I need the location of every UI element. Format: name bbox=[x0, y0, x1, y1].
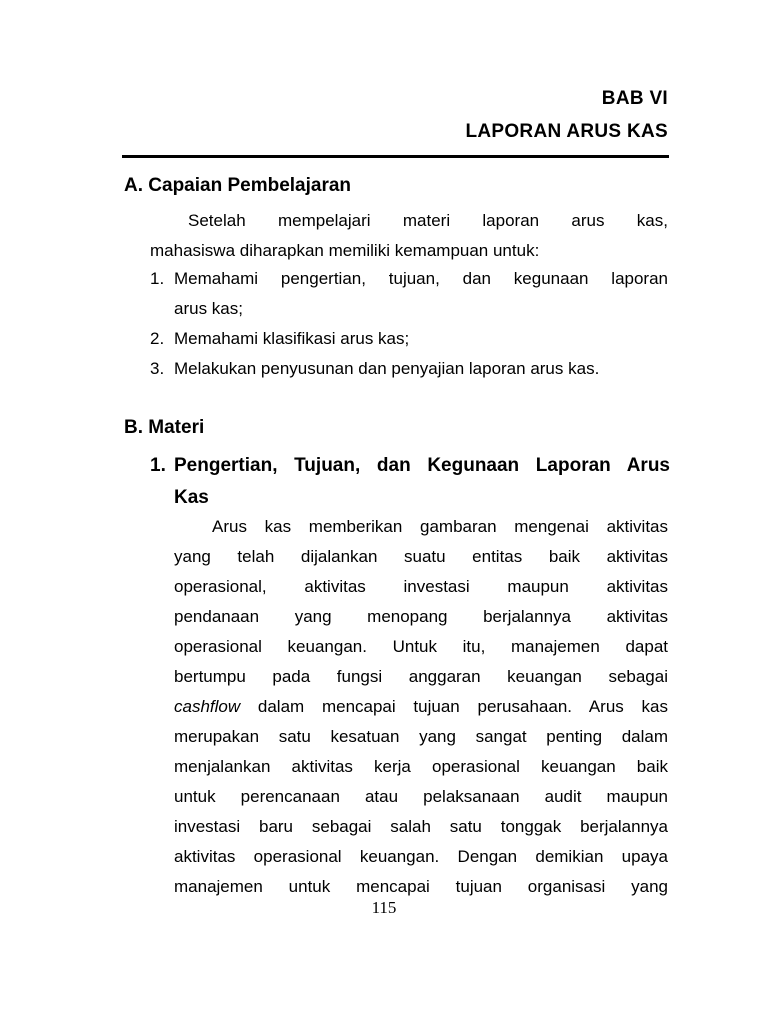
page-number: 115 bbox=[371, 898, 397, 917]
objective-item bbox=[150, 264, 668, 324]
subsection-title-line: Pengertian, Tujuan, dan Kegunaan Laporan Arus bbox=[174, 455, 670, 476]
body-line: yang telah dijalankan suatu entitas baik aktivitas bbox=[174, 547, 668, 566]
objective-text: Memahami klasifikasi arus kas; bbox=[174, 329, 410, 348]
objective-text: Melakukan penyusunan dan penyajian laporan arus kas. bbox=[174, 359, 600, 378]
subsection-heading bbox=[150, 450, 670, 514]
section-b-heading: B. Materi bbox=[124, 417, 205, 438]
title-divider bbox=[122, 155, 669, 158]
objective-number: 1. bbox=[150, 269, 165, 288]
chapter-title: LAPORAN ARUS KAS bbox=[465, 121, 668, 142]
objective-number: 3. bbox=[150, 359, 165, 378]
body-line: aktivitas operasional keuangan. Dengan demikian upaya bbox=[174, 847, 668, 866]
body-line: operasional, aktivitas investasi maupun aktivitas bbox=[174, 577, 668, 596]
body-line: menjalankan aktivitas kerja operasional keuangan baik bbox=[174, 757, 668, 776]
objective-item bbox=[150, 324, 668, 354]
body-line: pendanaan yang menopang berjalannya aktivitas bbox=[174, 607, 668, 626]
objective-number: 2. bbox=[150, 329, 165, 348]
body-paragraph bbox=[174, 512, 668, 902]
section-a-heading: A. Capaian Pembelajaran bbox=[124, 175, 352, 196]
objective-text: Memahami pengertian, tujuan, dan kegunaan laporan bbox=[174, 269, 668, 288]
body-line: bertumpu pada fungsi anggaran keuangan sebagai bbox=[174, 667, 668, 686]
objectives-list bbox=[150, 264, 668, 384]
intro-line: Setelah mempelajari materi laporan arus kas, bbox=[188, 211, 668, 230]
body-line-cashflow bbox=[174, 692, 668, 722]
subsection-title-line: Kas bbox=[174, 487, 209, 508]
body-line: merupakan satu kesatuan yang sangat penting dalam bbox=[174, 727, 668, 746]
body-line: manajemen untuk mencapai tujuan organisasi yang bbox=[174, 877, 668, 896]
chapter-number: BAB VI bbox=[601, 88, 668, 109]
body-line: untuk perencanaan atau pelaksanaan audit maupun bbox=[174, 787, 668, 806]
subsection-number: 1. bbox=[150, 455, 166, 476]
intro-line: mahasiswa diharapkan memiliki kemampuan untuk: bbox=[150, 241, 540, 260]
section-a-intro bbox=[150, 206, 668, 266]
objective-item bbox=[150, 354, 668, 384]
body-line-rest: dalam mencapai tujuan perusahaan. Arus kas bbox=[240, 697, 668, 716]
body-line: Arus kas memberikan gambaran mengenai aktivitas bbox=[212, 517, 668, 536]
body-line: operasional keuangan. Untuk itu, manajemen dapat bbox=[174, 637, 668, 656]
italic-term: cashflow bbox=[174, 697, 241, 716]
body-line: investasi baru sebagai salah satu tonggak berjalannya bbox=[174, 817, 668, 836]
objective-text: arus kas; bbox=[174, 299, 243, 318]
